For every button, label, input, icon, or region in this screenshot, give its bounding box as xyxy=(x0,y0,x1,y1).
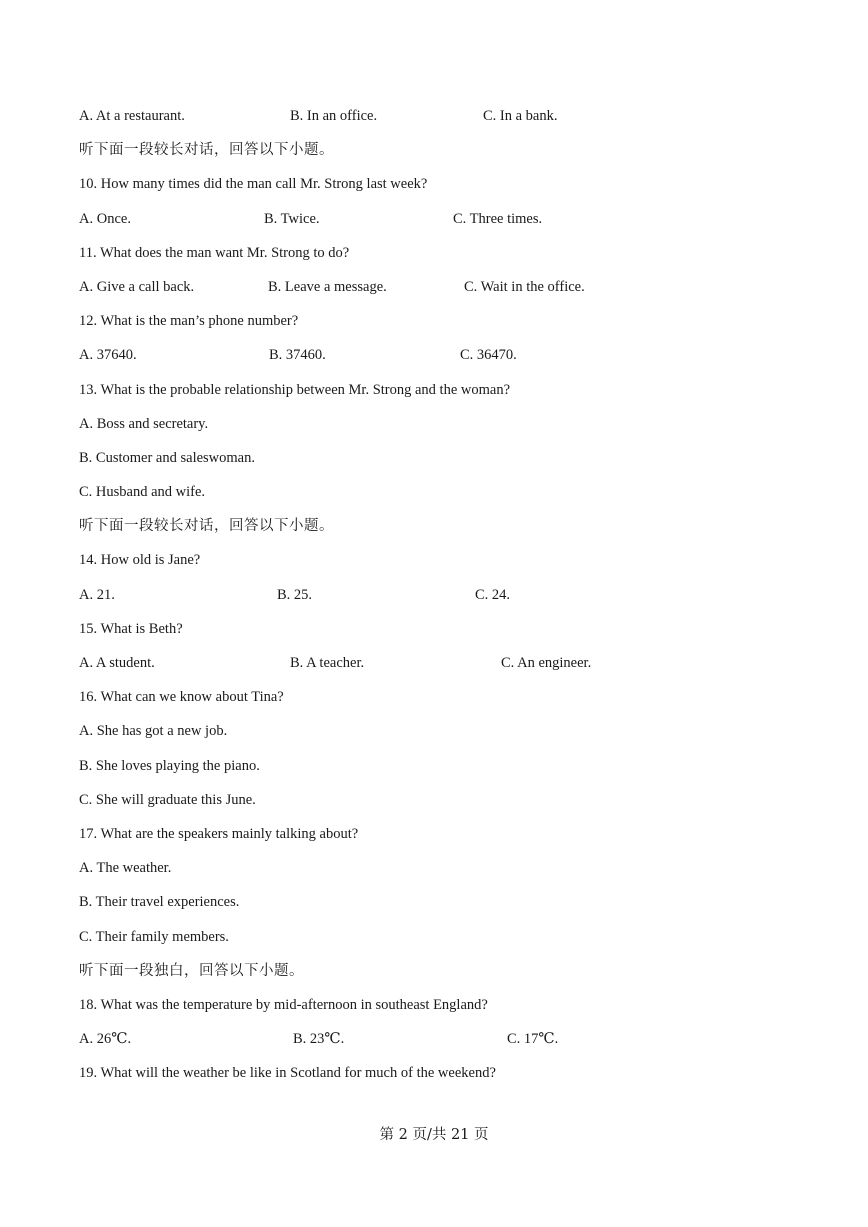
q9-option-a: A. At a restaurant. xyxy=(79,108,185,124)
q18-option-a: A. 26℃. xyxy=(79,1031,132,1048)
q10-option-a: A. Once. xyxy=(79,210,131,227)
q11-option-c: C. Wait in the office. xyxy=(464,278,585,295)
q14-options xyxy=(79,584,799,618)
q13-option-b: B. Customer and saleswoman. xyxy=(79,449,255,466)
section-instruction: 听下面一段独白，回答以下小题。 xyxy=(79,962,304,979)
q12-options xyxy=(79,344,799,378)
q9-options xyxy=(79,105,799,139)
question-19: 19. What will the weather be like in Scotland for much of the weekend? xyxy=(79,1065,496,1082)
q16-option-b: B. She loves playing the piano. xyxy=(79,757,260,774)
page-number: 第 2 页/共 21 页 xyxy=(379,1127,489,1143)
question-16: 16. What can we know about Tina? xyxy=(79,689,284,706)
q16-option-c: C. She will graduate this June. xyxy=(79,791,256,808)
q10-option-b: B. Twice. xyxy=(264,210,320,227)
q12-option-b: B. 37460. xyxy=(269,347,326,364)
question-list xyxy=(79,105,799,1096)
q16-option-a: A. She has got a new job. xyxy=(79,723,228,740)
q9-option-b: B. In an office. xyxy=(290,108,378,124)
q11-option-b: B. Leave a message. xyxy=(268,278,387,295)
question-11: 11. What does the man want Mr. Strong to do? xyxy=(79,244,350,261)
q14-option-a: A. 21. xyxy=(79,586,115,603)
q13-option-c: C. Husband and wife. xyxy=(79,484,206,501)
q10-options xyxy=(79,208,799,242)
q15-option-b: B. A teacher. xyxy=(290,655,365,671)
q11-options xyxy=(79,276,799,310)
question-14: 14. How old is Jane? xyxy=(79,552,201,569)
q18-option-c: C. 17℃. xyxy=(507,1031,559,1048)
question-15: 15. What is Beth? xyxy=(79,620,183,637)
section-instruction: 听下面一段较长对话，回答以下小题。 xyxy=(79,518,334,535)
q12-option-c: C. 36470. xyxy=(460,347,517,364)
question-18: 18. What was the temperature by mid-afternoon in southeast England? xyxy=(79,996,488,1013)
q13-option-a: A. Boss and secretary. xyxy=(79,415,209,432)
q18-option-b: B. 23℃. xyxy=(293,1031,345,1048)
q14-option-c: C. 24. xyxy=(475,586,511,603)
q15-option-a: A. A student. xyxy=(79,655,155,671)
q17-option-a: A. The weather. xyxy=(79,860,172,877)
q17-option-c: C. Their family members. xyxy=(79,928,229,945)
q14-option-b: B. 25. xyxy=(277,586,313,603)
section-instruction: 听下面一段较长对话，回答以下小题。 xyxy=(79,142,334,159)
question-12: 12. What is the man’s phone number? xyxy=(79,313,299,330)
question-10: 10. How many times did the man call Mr. Strong last week? xyxy=(79,176,428,193)
q11-option-a: A. Give a call back. xyxy=(79,278,195,295)
q12-option-a: A. 37640. xyxy=(79,347,137,364)
q9-option-c: C. In a bank. xyxy=(483,108,558,124)
question-13: 13. What is the probable relationship between Mr. Strong and the woman? xyxy=(79,381,511,398)
q15-options xyxy=(79,652,799,686)
q15-option-c: C. An engineer. xyxy=(501,655,592,671)
q17-option-b: B. Their travel experiences. xyxy=(79,894,240,911)
question-17: 17. What are the speakers mainly talking about? xyxy=(79,825,359,842)
q10-option-c: C. Three times. xyxy=(453,210,543,227)
q18-options xyxy=(79,1028,799,1062)
